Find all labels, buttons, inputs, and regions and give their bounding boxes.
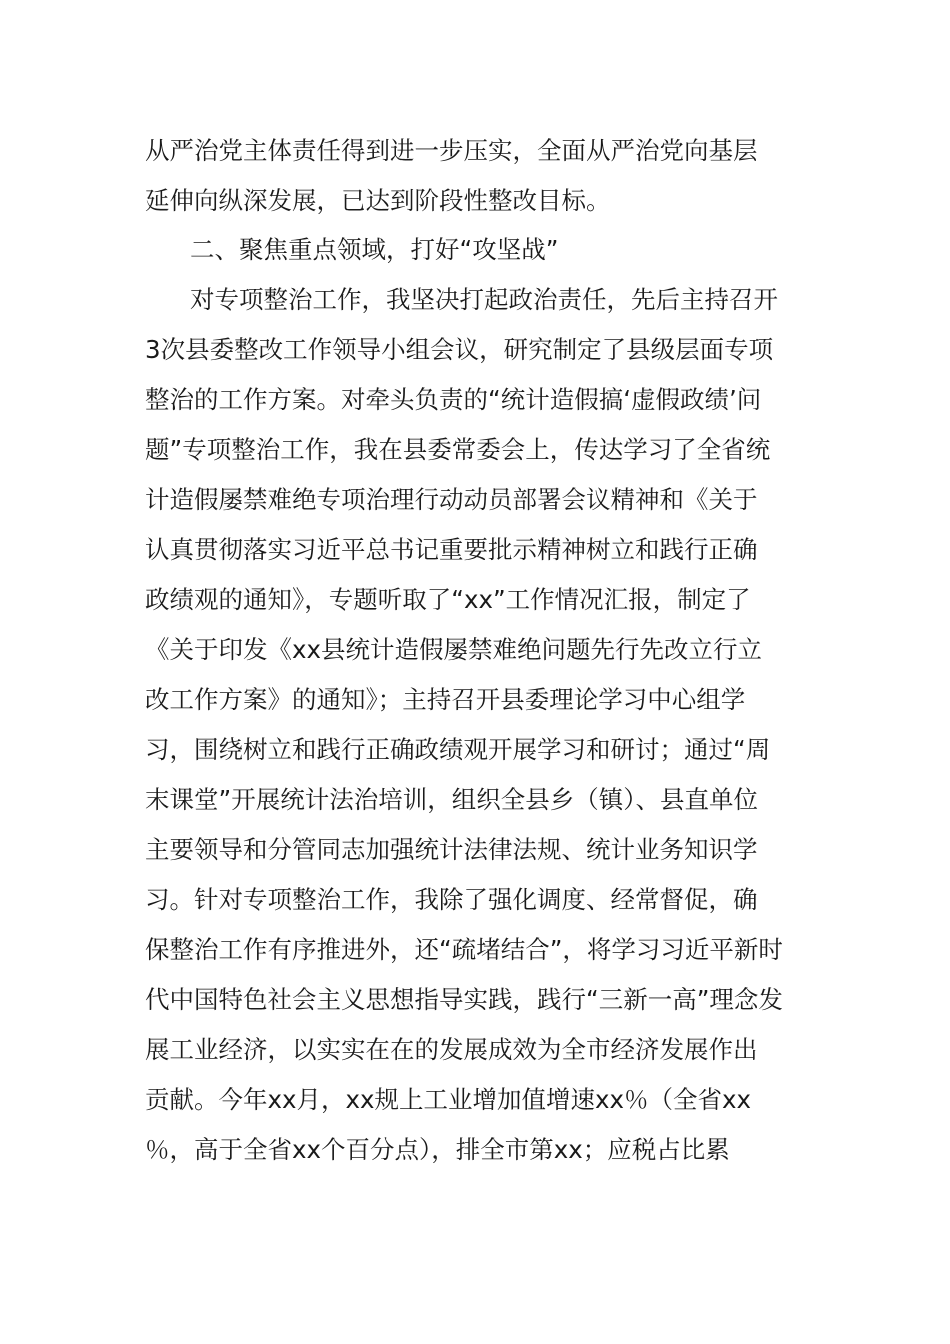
text-line-5: 3次县委整改工作领导小组会议，研究制定了县级层面专项 bbox=[145, 335, 774, 364]
text-line-9: 认真贯彻落实习近平总书记重要批示精神树立和践行正确 bbox=[145, 535, 758, 564]
text-line-4: 对专项整治工作，我坚决打起政治责任，先后主持召开 bbox=[190, 285, 778, 314]
text-line-10: 政绩观的通知》，专题听取了“xx”工作情况汇报，制定了 bbox=[145, 585, 751, 614]
text-line-14: 末课堂”开展统计法治培训，组织全县乡（镇）、县直单位 bbox=[145, 785, 758, 814]
text-line-7: 题”专项整治工作，我在县委常委会上，传达学习了全省统 bbox=[145, 435, 771, 464]
section-heading: 二、聚焦重点领域，打好“攻坚战” bbox=[190, 235, 559, 264]
text-line-1: 从严治党主体责任得到进一步压实，全面从严治党向基层 bbox=[145, 136, 758, 165]
text-line-2: 延伸向纵深发展，已达到阶段性整改目标。 bbox=[145, 186, 611, 215]
text-line-8: 计造假屡禁难绝专项治理行动动员部署会议精神和《关于 bbox=[145, 485, 758, 514]
text-line-6: 整治的工作方案。对牵头负责的“统计造假搞‘虚假政绩’问 bbox=[145, 385, 762, 414]
text-line-21: ％，高于全省xx个百分点），排全市第xx；应税占比累 bbox=[145, 1135, 730, 1164]
text-line-13: 习，围绕树立和践行正确政绩观开展学习和研讨；通过“周 bbox=[145, 735, 771, 764]
text-line-19: 展工业经济，以实实在在的发展成效为全市经济发展作出 bbox=[145, 1035, 758, 1064]
text-line-16: 习。针对专项整治工作，我除了强化调度、经常督促，确 bbox=[145, 885, 758, 914]
text-line-12: 改工作方案》的通知》；主持召开县委理论学习中心组学 bbox=[145, 685, 746, 714]
text-line-20: 贡献。今年xx月，xx规上工业增加值增速xx％（全省xx bbox=[145, 1085, 751, 1114]
text-line-11: 《关于印发《xx县统计造假屡禁难绝问题先行先改立行立 bbox=[145, 635, 762, 664]
text-line-15: 主要领导和分管同志加强统计法律法规、统计业务知识学 bbox=[145, 835, 758, 864]
text-line-18: 代中国特色社会主义思想指导实践，践行“三新一高”理念发 bbox=[145, 985, 783, 1014]
text-line-17: 保整治工作有序推进外，还“疏堵结合”，将学习习近平新时 bbox=[145, 935, 783, 964]
